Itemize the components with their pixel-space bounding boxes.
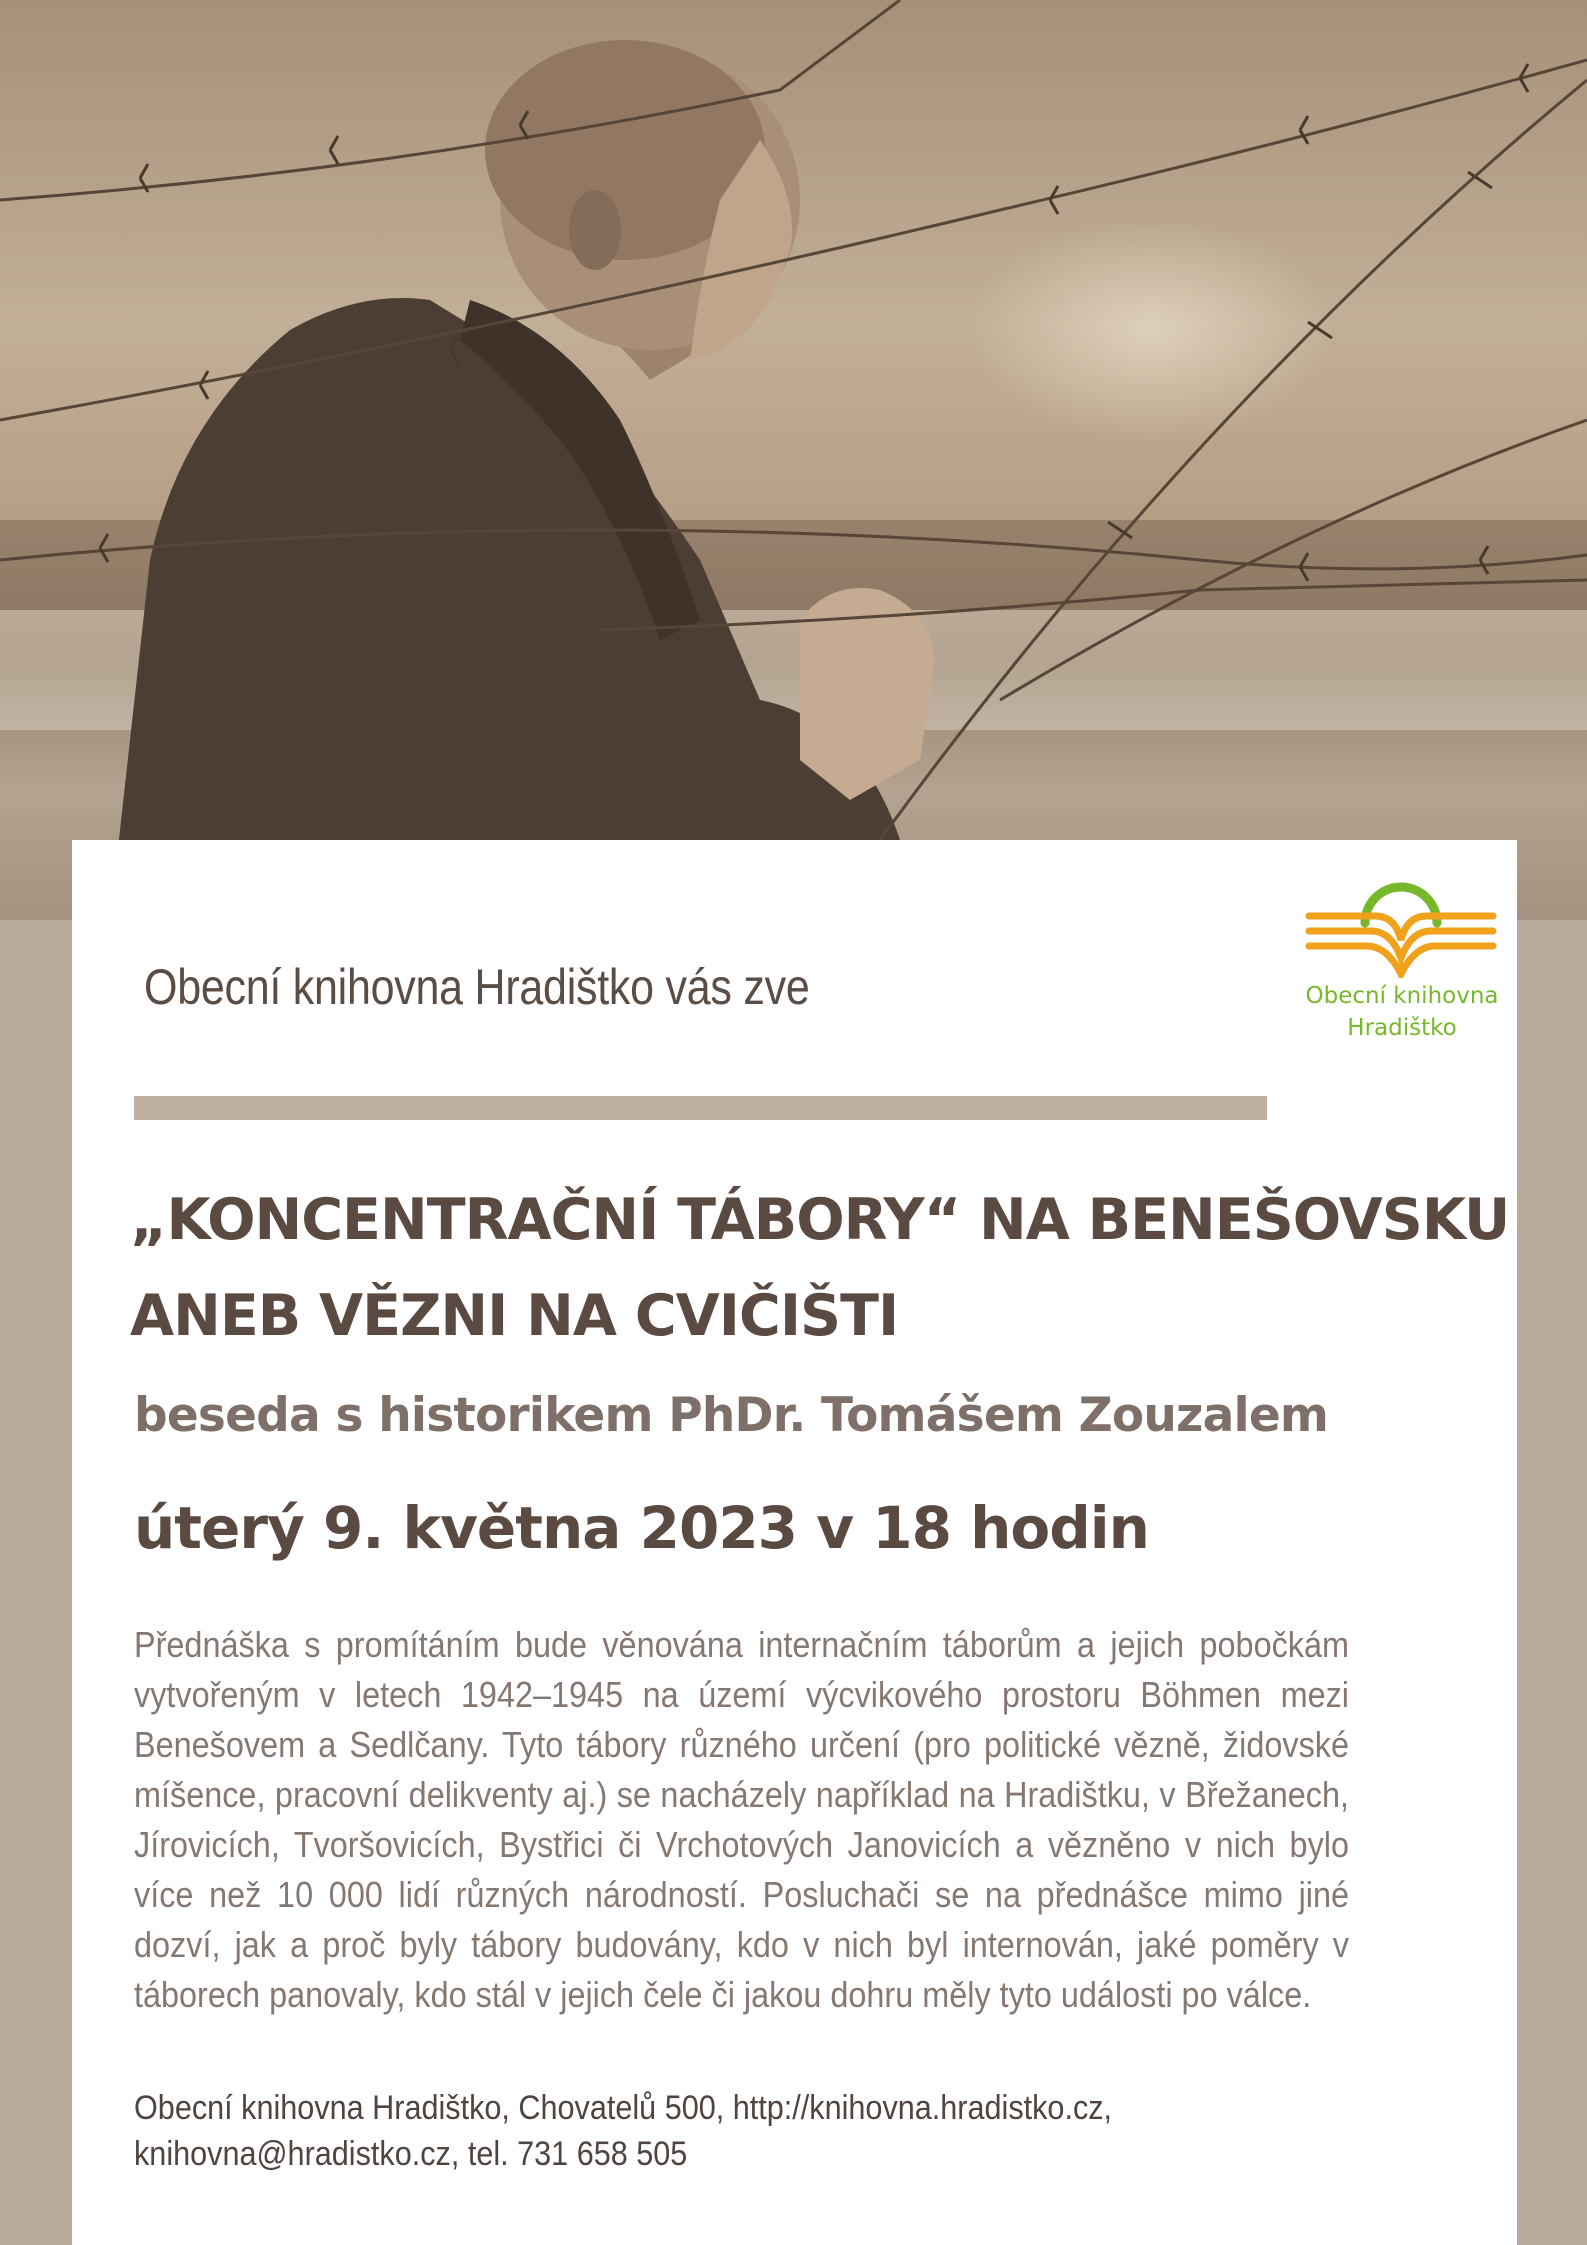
library-logo[interactable]	[1287, 868, 1517, 1048]
event-title-line2: ANEB VĚZNI NA CVIČIŠTI	[130, 1283, 899, 1349]
library-logo-icon	[1287, 868, 1517, 978]
divider-bar	[134, 1096, 1267, 1120]
invitation-card	[72, 840, 1517, 2245]
header-photo	[0, 0, 1587, 920]
logo-text-line1: Obecní knihovna	[1305, 983, 1499, 1009]
contact-line1[interactable]: Obecní knihovna Hradištko, Chovatelů 500, http://knihovna.hradistko.cz,	[134, 2089, 1113, 2127]
logo-text-line2: Hradištko	[1347, 1015, 1457, 1041]
invite-heading: Obecní knihovna Hradištko vás zve	[144, 959, 810, 1015]
logo-text	[1287, 980, 1517, 1044]
event-date: úterý 9. května 2023 v 18 hodin	[134, 1494, 1149, 1562]
event-description: Přednáška s promítáním bude věnována internačním táborům a jejich pobočkám vytvořeným v letech 1942–1945 na území výcvikového prostoru Böhmen mezi Benešovem a Sedlčany. Tyto tábory různého určení (pro politické vězně, židovské míšence, pracovní delikventy aj.) se nacházely například na Hradištku, v Břežanech, Jírovicích, Tvoršovicích, Bystřici či Vrchotových Janovicích a vězněno v nich bylo více než 10 000 lidí různých národností. Posluchači se na přednášce mimo jiné dozví, jak a proč byly tábory budovány, kdo v nich byl internován, jaké poměry v táborech panovaly, kdo stál v jejich čele či jakou dohru měly tyto události po válce.	[134, 1624, 1349, 2015]
event-title	[130, 1172, 1510, 1364]
contact-line2[interactable]: knihovna@hradistko.cz, tel. 731 658 505	[134, 2135, 688, 2173]
photo-illustration	[0, 0, 1587, 920]
event-title-line1: „KONCENTRAČNÍ TÁBORY“ NA BENEŠOVSKU	[130, 1187, 1510, 1253]
event-subtitle: beseda s historikem PhDr. Tomášem Zouzalem	[134, 1388, 1329, 1443]
contact-info	[134, 2085, 1394, 2177]
